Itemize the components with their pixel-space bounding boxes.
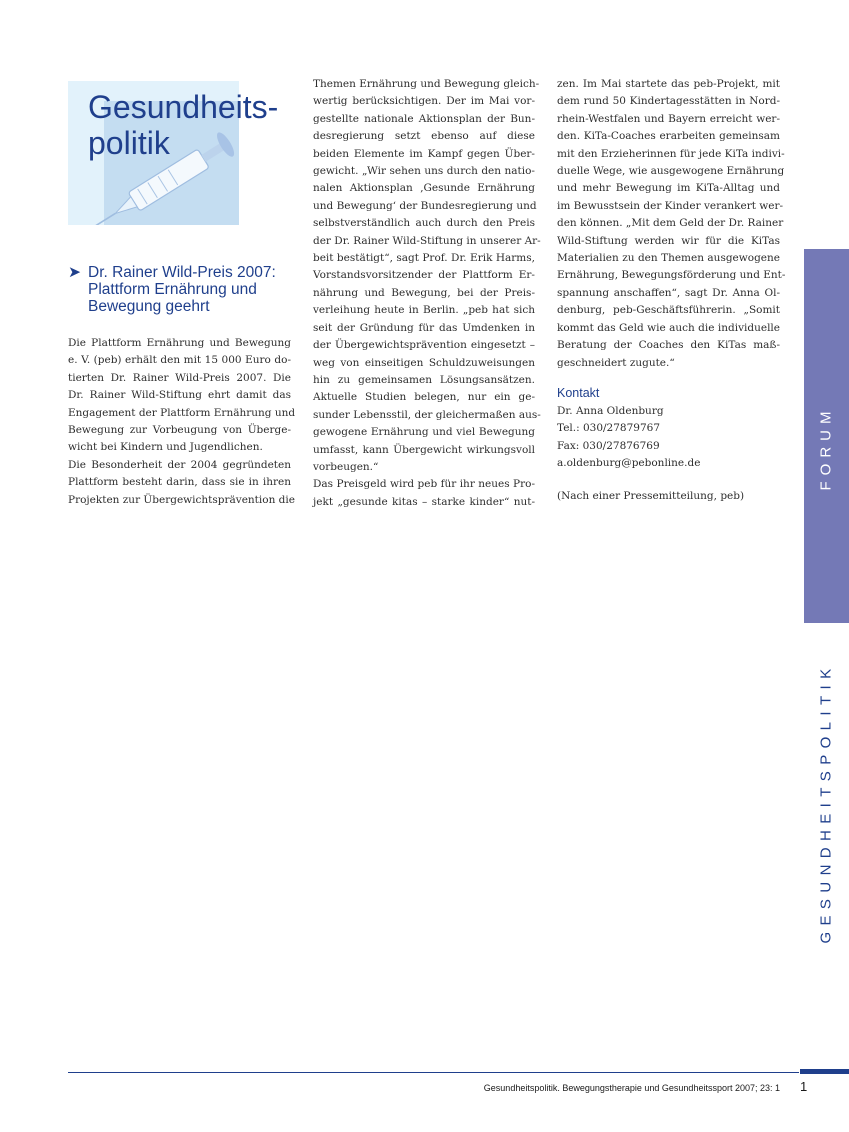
text-line: jekt „gesunde kitas – starke kinder“ nut-	[313, 495, 535, 508]
article-headline-line: Dr. Rainer Wild-Preis 2007:	[88, 264, 276, 281]
text-line: sunder Lebensstil, der gleichermaßen aus-	[313, 408, 541, 421]
text-line: gewicht. „Wir sehen uns durch den natio-	[313, 165, 535, 178]
article-headline-line: Plattform Ernährung und	[88, 281, 257, 298]
text-line: Die Besonderheit der 2004 gegründeten	[68, 458, 291, 471]
footer-rule	[68, 1072, 799, 1073]
text-line: kommt das Geld wie auch die individuelle	[557, 321, 780, 334]
text-line: Dr. Rainer Wild-Stiftung ehrt damit das	[68, 389, 291, 402]
text-line: und mehr Bewegung im KiTa-Alltag und	[557, 182, 780, 195]
text-line: tierten Dr. Rainer Wild-Preis 2007. Die	[68, 371, 291, 384]
forum-label: FORUM	[817, 405, 835, 491]
text-line: Beratung der Coaches den KiTas maß-	[557, 339, 780, 352]
text-line: nährung und Bewegung, bei der Preis-	[313, 286, 535, 299]
section-side-label: GESUNDHEITSPOLITIK	[817, 662, 835, 944]
text-line: e. V. (peb) erhält den mit 15 000 Euro do-	[68, 354, 291, 367]
contact-name: Dr. Anna Oldenburg	[557, 405, 664, 417]
text-line: hin zu gemeinsamen Lösungsansätzen.	[313, 373, 535, 386]
text-line: Engagement der Plattform Ernährung und	[68, 406, 296, 419]
footer-accent-bar	[800, 1069, 849, 1074]
text-line: Vorstandsvorsitzender der Plattform Er-	[313, 269, 535, 282]
contact-fax: Fax: 030/27876769	[557, 439, 660, 452]
text-line: gestellte nationale Aktionsplan der Bun-	[313, 112, 535, 125]
text-line: Ernährung, Bewegungsförderung und Ent-	[557, 269, 786, 282]
section-title	[88, 89, 278, 161]
text-line: desregierung setzt ebenso auf diese	[313, 130, 535, 143]
section-title-line2: politik	[88, 125, 170, 161]
footer-citation: Gesundheitspolitik. Bewegungstherapie und Gesundheitssport 2007; 23: 1	[483, 1083, 780, 1093]
text-line: Das Preisgeld wird peb für ihr neues Pro-	[313, 478, 535, 491]
text-line: rhein-Westfalen und Bayern erreicht wer-	[557, 112, 780, 125]
text-line: Plattform besteht darin, dass sie in ihren	[68, 476, 291, 489]
text-line: gewogene Ernährung und viel Bewegung	[313, 426, 535, 439]
text-line: umfasst, kann Übergewicht wirkungsvoll	[313, 443, 535, 456]
source-note: (Nach einer Pressemitteilung, peb)	[557, 490, 745, 502]
text-line: Bewegung zur Vorbeugung von Überge-	[68, 424, 291, 437]
text-line: seit der Gründung für das Umdenken in	[313, 321, 535, 334]
text-line: und Bewegung‘ der Bundesregierung und	[313, 199, 537, 212]
text-line: mit den Erzieherinnen für jede KiTa indivi-	[557, 147, 785, 160]
article-column-3	[557, 76, 786, 372]
text-line: wicht bei Kindern und Jugendlichen.	[68, 441, 263, 454]
text-line: der Übergewichtsprävention eingesetzt –	[313, 339, 535, 352]
text-line: spannung anschaffen“, sagt Dr. Anna Ol-	[557, 286, 780, 299]
text-line: dem rund 50 Kindertagesstätten in Nord-	[557, 95, 780, 108]
text-line: Projekten zur Übergewichtsprävention die	[68, 493, 295, 506]
text-line: denburg, peb-Geschäftsführerin. „Somit	[557, 304, 780, 317]
text-line: nalen Aktionsplan ‚Gesunde Ernährung	[313, 182, 535, 195]
text-line: wertig berücksichtigen. Der im Mai vor-	[313, 95, 535, 108]
text-line: den. KiTa-Coaches erarbeiten gemeinsam	[557, 130, 780, 143]
text-line: Themen Ernährung und Bewegung gleich-	[313, 78, 540, 90]
text-line: zen. Im Mai startete das peb-Projekt, mit	[557, 78, 780, 90]
text-line: den können. „Mit dem Geld der Dr. Rainer	[557, 217, 784, 230]
contact-phone: Tel.: 030/27879767	[557, 422, 660, 435]
arrow-icon: ➤	[68, 264, 81, 281]
text-line: Wild-Stiftung werden wir für die KiTas	[557, 234, 780, 247]
text-line: geschneidert zugute.“	[557, 356, 675, 369]
contact-block	[557, 403, 700, 473]
text-line: beiden Elemente im Kampf gegen Über-	[313, 147, 535, 160]
article-column-1	[68, 335, 296, 509]
text-line: beit bestätigt“, sagt Prof. Dr. Erik Harms,	[313, 252, 535, 265]
article-column-2	[313, 76, 541, 511]
text-line: duelle Wege, wie ausgewogene Ernährung	[557, 165, 785, 178]
contact-email[interactable]: a.oldenburg@pebonline.de	[557, 457, 701, 470]
contact-heading: Kontakt	[557, 386, 600, 400]
text-line: Materialien zu den Themen ausgewogene	[557, 252, 780, 265]
section-title-line1: Gesundheits-	[88, 89, 279, 125]
text-line: selbstverständlich auch durch den Preis	[313, 217, 535, 230]
text-line: Aktuelle Studien belegen, nur ein ge-	[313, 391, 535, 404]
text-line: vorbeugen.“	[313, 460, 379, 473]
text-line: im Bewusstsein der Kinder verankert wer-	[557, 199, 784, 212]
text-line: der Dr. Rainer Wild-Stiftung in unserer Ar-	[313, 234, 541, 247]
text-line: Die Plattform Ernährung und Bewegung	[68, 337, 291, 349]
text-line: weg von einseitigen Schuldzuweisungen	[313, 356, 535, 369]
page-number: 1	[800, 1079, 808, 1094]
text-line: verleihung heute in Berlin. „peb hat sich	[313, 304, 535, 317]
article-headline-line: Bewegung geehrt	[88, 298, 210, 315]
